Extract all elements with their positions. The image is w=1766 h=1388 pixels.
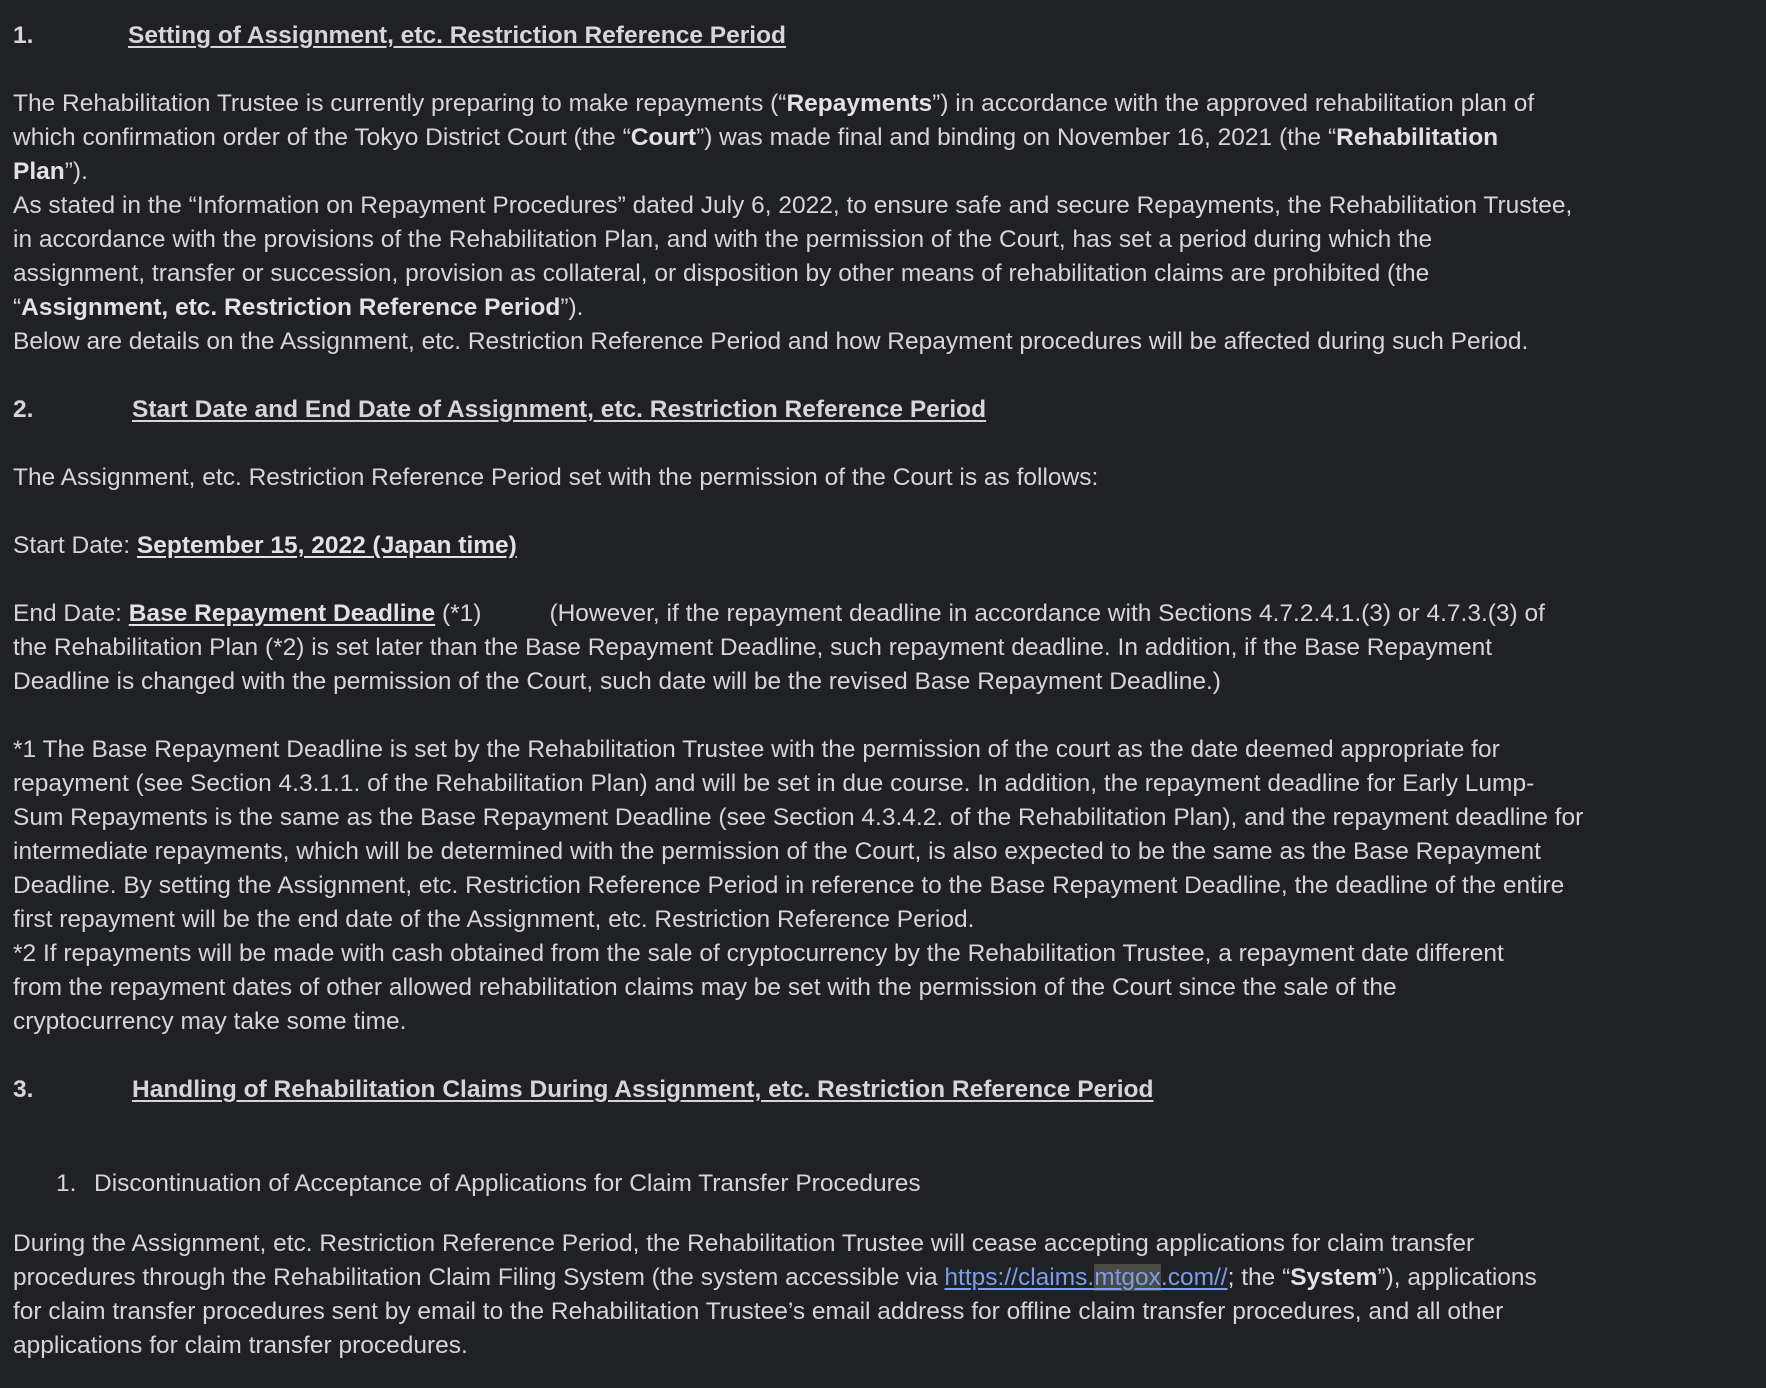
list-item-label: Discontinuation of Acceptance of Applications for Claim Transfer Procedures — [94, 1170, 921, 1197]
section-3-title: Handling of Rehabilitation Claims During Assignment, etc. Restriction Reference Period — [132, 1076, 1154, 1103]
list-item — [56, 1167, 921, 1201]
term-rehabilitation-plan-part: Rehabilitation — [1336, 124, 1499, 151]
section-1-heading — [13, 19, 786, 53]
note-1-line-5: Deadline. By setting the Assignment, etc. Restriction Reference Period in reference to the Base Repayment Deadline, the deadline of the entire — [13, 872, 1565, 899]
s1-paragraph-2-line-4 — [13, 291, 583, 325]
s1-paragraph-2-line-2: in accordance with the provisions of the Rehabilitation Plan, and with the permission of the Court, has set a period during which the — [13, 226, 1433, 253]
note-1-line-2: repayment (see Section 4.3.1.1. of the Rehabilitation Plan) and will be set in due course. In addition, the repayment deadline for Early Lump- — [13, 770, 1535, 797]
start-date-value: September 15, 2022 (Japan time) — [136, 532, 517, 559]
text-span: ”) was made final and binding on November 16, 2021 (the “ — [696, 124, 1337, 151]
note-1-line-1: *1 The Base Repayment Deadline is set by the Rehabilitation Trustee with the permission of the court as the date deemed appropriate for — [13, 736, 1500, 763]
link-part[interactable]: https://claims. — [944, 1264, 1095, 1291]
text-span: ”). — [560, 294, 584, 321]
section-2-heading — [13, 393, 986, 427]
term-court: Court — [630, 124, 697, 151]
term-repayments: Repayments — [786, 90, 933, 117]
link-part[interactable]: .com// — [1160, 1264, 1228, 1291]
term-restriction-period: Assignment, etc. Restriction Reference Period — [21, 294, 561, 321]
s2-intro: The Assignment, etc. Restriction Reference Period set with the permission of the Court is as follows: — [13, 464, 1099, 491]
text-span: procedures through the Rehabilitation Claim Filing System (the system accessible via — [13, 1264, 945, 1291]
end-date-label: End Date: — [13, 600, 129, 627]
start-date-line — [13, 529, 517, 563]
end-date-line-2: the Rehabilitation Plan (*2) is set later than the Base Repayment Deadline, such repayment deadline. In addition, if the Base Repayment — [13, 634, 1493, 661]
s1-paragraph-1-line-2 — [13, 121, 1498, 155]
s3-paragraph-line-3: for claim transfer procedures sent by email to the Rehabilitation Trustee’s email address for offline claim transfer procedures, and all other — [13, 1298, 1504, 1325]
footnote-ref: (*1) — [435, 600, 482, 627]
s1-paragraph-1-line-3 — [13, 155, 88, 189]
note-1-line-3: Sum Repayments is the same as the Base Repayment Deadline (see Section 4.3.4.2. of the Rehabilitation Plan), and the repayment deadline for — [13, 804, 1584, 831]
text-span: ”). — [64, 158, 88, 185]
text-span: ; the “ — [1227, 1264, 1291, 1291]
section-3-heading — [13, 1073, 1153, 1107]
section-3-number: 3. — [13, 1076, 34, 1103]
note-2-line-2: from the repayment dates of other allowed rehabilitation claims may be set with the permission of the Court since the sale of the — [13, 974, 1397, 1001]
end-date-line-3: Deadline is changed with the permission of the Court, such date will be the revised Base Repayment Deadline.) — [13, 668, 1221, 695]
note-1-line-4: intermediate repayments, which will be determined with the permission of the Court, is also expected to be the same as the Base Repayment — [13, 838, 1541, 865]
end-date-value: Base Repayment Deadline — [128, 600, 436, 627]
list-item-index: 1. — [56, 1170, 77, 1197]
section-1-number: 1. — [13, 22, 34, 49]
section-2-number: 2. — [13, 396, 34, 423]
claims-system-link[interactable] — [944, 1264, 1227, 1291]
section-2-title: Start Date and End Date of Assignment, etc. Restriction Reference Period — [132, 396, 987, 423]
term-plan-part: Plan — [13, 158, 65, 185]
text-span: The Rehabilitation Trustee is currently preparing to make repayments (“ — [13, 90, 787, 117]
s3-paragraph-line-2 — [13, 1261, 1537, 1295]
term-system: System — [1290, 1264, 1378, 1291]
text-span: (However, if the repayment deadline in accordance with Sections 4.7.2.4.1.(3) or 4.7.3.(3) of — [549, 600, 1545, 627]
note-2-line-3: cryptocurrency may take some time. — [13, 1008, 407, 1035]
s3-paragraph-line-4: applications for claim transfer procedures. — [13, 1332, 468, 1359]
text-span: “ — [13, 294, 22, 321]
end-date-line-1 — [13, 597, 1545, 631]
s1-paragraph-2-line-3: assignment, transfer or succession, provision as collateral, or disposition by other means of rehabilitation claims are prohibited (the — [13, 260, 1430, 287]
s1-paragraph-2-line-1: As stated in the “Information on Repayment Procedures” dated July 6, 2022, to ensure safe and secure Repayments, the Rehabilitation Trustee, — [13, 192, 1573, 219]
section-1-title: Setting of Assignment, etc. Restriction Reference Period — [128, 22, 787, 49]
link-highlighted-part[interactable]: mtgox — [1094, 1264, 1161, 1291]
start-date-label: Start Date: — [13, 532, 137, 559]
text-span: which confirmation order of the Tokyo District Court (the “ — [13, 124, 631, 151]
note-2-line-1: *2 If repayments will be made with cash obtained from the sale of cryptocurrency by the Rehabilitation Trustee, a repayment date different — [13, 940, 1504, 967]
note-1-line-6: first repayment will be the end date of the Assignment, etc. Restriction Reference Period. — [13, 906, 975, 933]
s1-paragraph-3: Below are details on the Assignment, etc. Restriction Reference Period and how Repayment procedures will be affected during such Period. — [13, 328, 1529, 355]
text-span: ”), applications — [1377, 1264, 1537, 1291]
s3-paragraph-line-1: During the Assignment, etc. Restriction Reference Period, the Rehabilitation Trustee will cease accepting applications for claim transfer — [13, 1230, 1475, 1257]
text-span: ”) in accordance with the approved rehabilitation plan of — [932, 90, 1535, 117]
s1-paragraph-1-line-1 — [13, 87, 1534, 121]
